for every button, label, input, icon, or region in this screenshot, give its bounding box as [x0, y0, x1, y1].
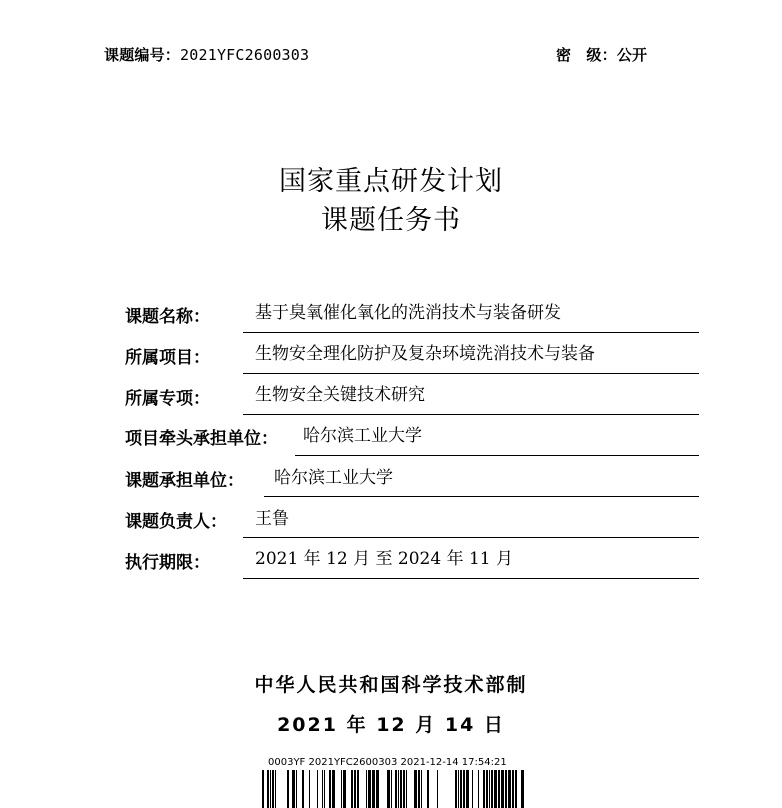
barcode-caption: 0003YF 2021YFC2600303 2021-12-14 17:54:21 [268, 757, 507, 768]
field-value-period: 2021 年 12 月 至 2024 年 11 月 [255, 549, 514, 569]
field-value-lead-unit: 哈尔滨工业大学 [303, 426, 422, 446]
secrecy-value: 公开 [616, 46, 648, 64]
field-value-undertaking-unit: 哈尔滨工业大学 [274, 468, 393, 488]
field-value-parent-project: 生物安全理化防护及复杂环境洗消技术与装备 [255, 344, 595, 364]
field-value-special-program: 生物安全关键技术研究 [255, 385, 425, 405]
field-underline [295, 455, 699, 456]
field-underline [243, 373, 699, 374]
field-underline [264, 496, 699, 497]
field-label-period: 执行期限： [125, 553, 210, 573]
field-label-project-name: 课题名称： [125, 307, 210, 327]
field-underline [243, 537, 699, 538]
document-title-line2: 课题任务书 [321, 205, 461, 236]
issue-date: 2021 年 12 月 14 日 [277, 714, 505, 736]
field-value-principal: 王鲁 [255, 509, 289, 529]
field-underline [243, 414, 699, 415]
project-number-value: 2021YFC2600303 [180, 46, 310, 64]
field-underline [243, 332, 699, 333]
project-number [104, 44, 309, 65]
issuer: 中华人民共和国科学技术部制 [254, 674, 528, 696]
field-label-undertaking-unit: 课题承担单位： [125, 471, 244, 491]
field-underline [243, 578, 699, 579]
secrecy-label: 密 级： [556, 46, 617, 64]
project-number-label: 课题编号： [104, 46, 181, 64]
field-label-lead-unit: 项目牵头承担单位： [125, 429, 278, 449]
field-label-principal: 课题负责人： [125, 512, 227, 532]
field-value-project-name: 基于臭氧催化氧化的洗消技术与装备研发 [255, 303, 561, 323]
document-title-line1: 国家重点研发计划 [279, 166, 503, 197]
barcode-icon [262, 770, 524, 808]
secrecy-level [556, 44, 647, 65]
field-label-parent-project: 所属项目： [125, 348, 210, 368]
field-label-special-program: 所属专项： [125, 389, 210, 409]
